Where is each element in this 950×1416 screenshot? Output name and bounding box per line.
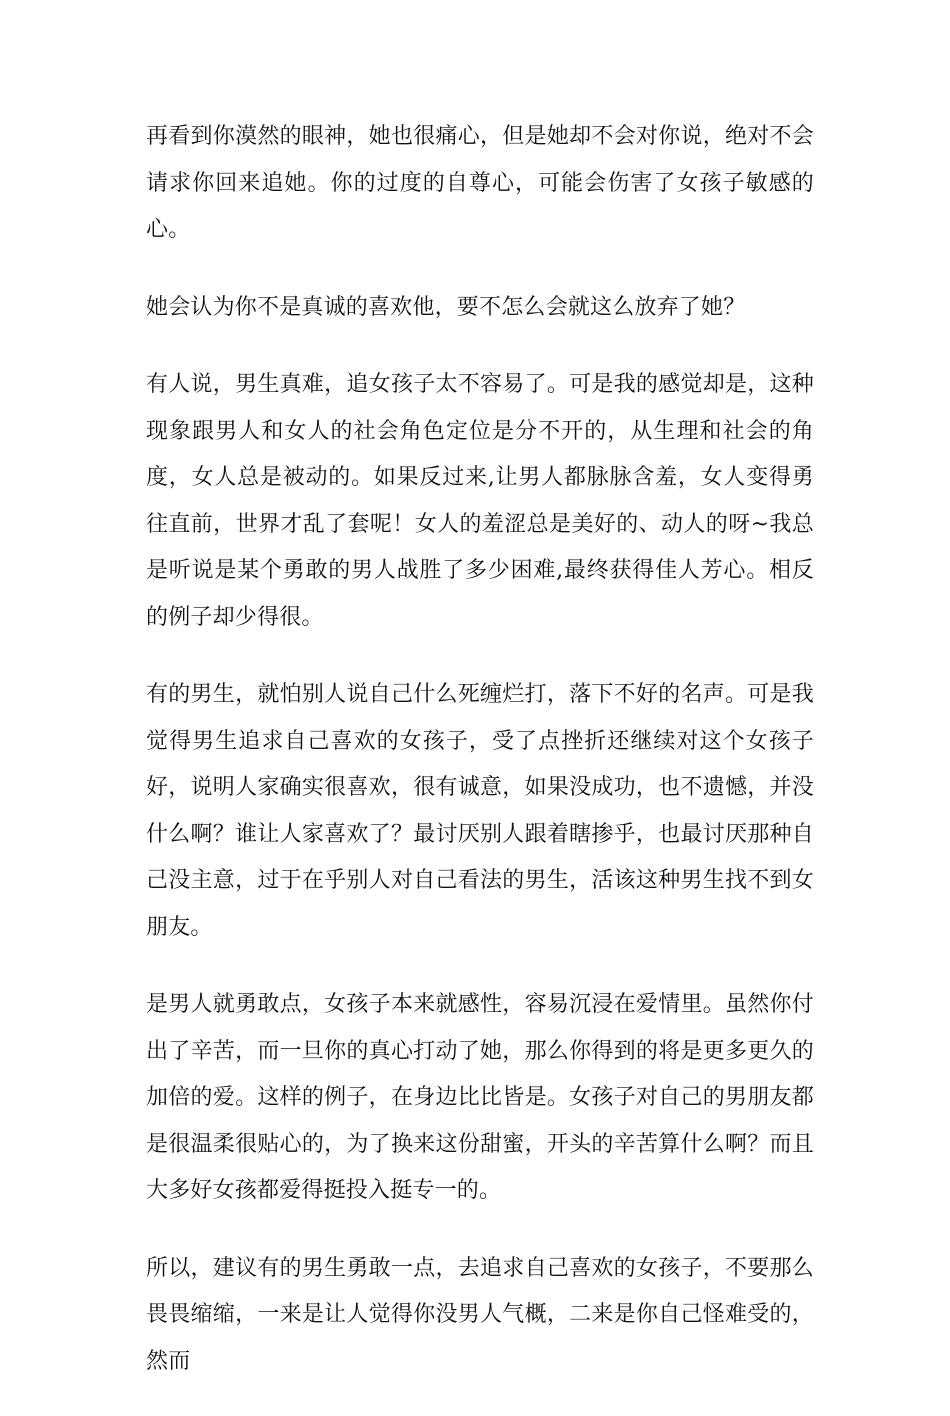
paragraph: 再看到你漠然的眼神，她也很痛心，但是她却不会对你说，绝对不会请求你回来追她。你的过度的自尊心，可能会伤害了女孩子敏感的心。 bbox=[146, 124, 814, 242]
paragraph: 有的男生，就怕别人说自己什么死缠烂打，落下不好的名声。可是我觉得男生追求自己喜欢的女孩子，受了点挫折还继续对这个女孩子好，说明人家确实很喜欢，很有诚意，如果没成功，也不遗憾，并没什么啊？谁让人家喜欢了？最讨厌别人跟着瞎掺乎，也最讨厌那种自己没主意，过于在乎别人对自己看法的男生，活该这种男生找不到女朋友。 bbox=[146, 682, 814, 940]
paragraph: 所以，建议有的男生勇敢一点，去追求自己喜欢的女孩子，不要那么畏畏缩缩，一来是让人觉得你没男人气概，二来是你自己怪难受的，然而 bbox=[146, 1255, 814, 1374]
paragraph: 有人说，男生真难，追女孩子太不容易了。可是我的感觉却是，这种现象跟男人和女人的社会角色定位是分不开的，从生理和社会的角度，女人总是被动的。如果反过来,让男人都脉脉含羞，女人变得勇往直前，世界才乱了套呢！女人的羞涩总是美好的、动人的呀~我总是听说是某个勇敢的男人战胜了多少困难,最终获得佳人芳心。相反的例子却少得很。 bbox=[146, 372, 814, 630]
paragraph: 她会认为你不是真诚的喜欢他，要不怎么会就这么放弃了她？ bbox=[146, 294, 746, 320]
paragraph: 是男人就勇敢点，女孩子本来就感性，容易沉浸在爱情里。虽然你付出了辛苦，而一旦你的真心打动了她，那么你得到的将是更多更久的加倍的爱。这样的例子，在身边比比皆是。女孩子对自己的男朋友都是很温柔很贴心的，为了换来这份甜蜜，开头的辛苦算什么啊？而且大多好女孩都爱得挺投入挺专一的。 bbox=[146, 992, 814, 1203]
document-body bbox=[146, 114, 814, 1416]
